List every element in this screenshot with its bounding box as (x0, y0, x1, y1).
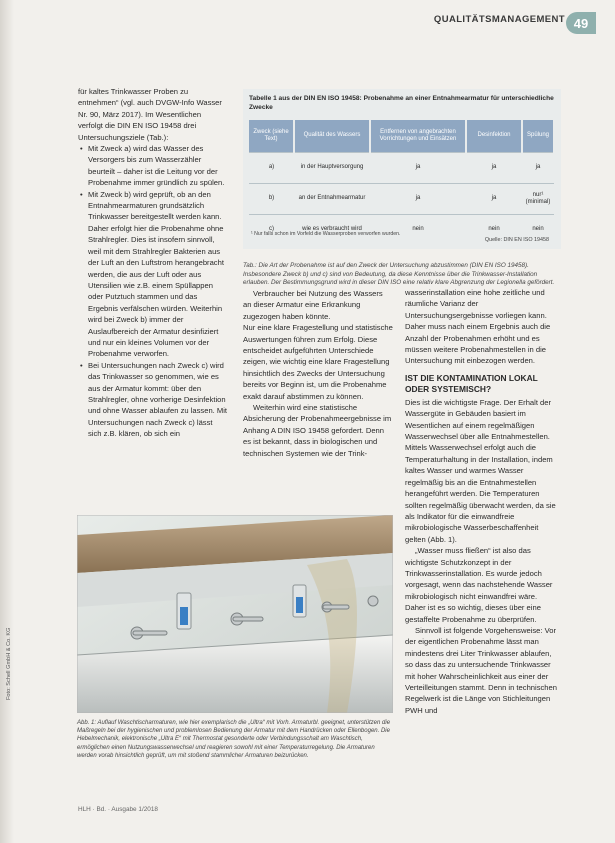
photo-caption: Abb. 1: Auflauf Waschtischarmaturen, wie hier exemplarisch die „Ultra“ mit Vorh. Armaturbl. geeignet, unterstützen die Maßregeln bei der hygienischen und problemlosen Bedienung der Armatur mit dem Handrücken oder Ellenbogen. Die Hebelmechanik, elektronische „Ultra E“ mit Thermostat gesonderte oder Verbindungsschalt am Waschtisch, ermöglichen einen Nutzungswasserwechsel und reagieren sowohl mit einer Temperaturregelung. Die Armaturen werden vorab hinsichtlich geprüft, um mit stoßend stammlicher Armaturen beizurücken. (77, 720, 391, 759)
section-title: QUALITÄTSMANAGEMENT (433, 14, 565, 25)
table-header: Desinfektion (466, 120, 522, 153)
table-cell: wie es verbraucht wird (294, 215, 370, 246)
section-heading: IST DIE KONTAMINATION LOKAL ODER SYSTEMISCH? (405, 372, 538, 394)
paragraph: Nur eine klare Fragestellung und statistische Auswertungen führen zum Erfolg. Diese entscheidet aufgeführten Unterschiede zeigen, wie wichtig eine klare Fragestellung hinsichtlich des Zwecks der Untersuchung bereits vor Beginn ist, um die Probenahme exakt darauf abstimmen zu können. (243, 323, 393, 401)
sampling-table (249, 120, 555, 245)
left-column (78, 86, 228, 440)
table-header-row (249, 120, 554, 153)
table-row (249, 184, 554, 215)
table-cell: ja (370, 153, 466, 184)
table-cell: in der Hauptversorgung (294, 153, 370, 184)
washroom-photo (77, 515, 393, 713)
table-header: Spülung (522, 120, 554, 153)
purpose-list (78, 143, 228, 440)
washroom-illustration (77, 515, 393, 713)
table-cell: ja (522, 153, 554, 184)
left-intro: für kaltes Trinkwasser Proben zu entnehmen“ (vgl. auch DVGW-Info Wasser Nr. 90, März 2017). Im Wesentlichen verfolgt die DIN EN ISO 19458 drei Untersuchungsziele (Tab.): (78, 87, 222, 142)
paragraph: Verbraucher bei Nutzung des Wassers an dieser Armatur eine Erkrankung zugezogen haben könnte. (243, 289, 383, 321)
paragraph: Dies ist die wichtigste Frage. Der Erhalt der Wassergüte in Gebäuden basiert im Wesentlichen auf einem regelmäßigen Wasserwechsel über alle Entnahmestellen. Mittels Wasserwechsel erfolgt auch die Temperaturhaltung in der Installation, indem kaltes Wasser und warmes Wasser regelmäßig bis an die Entnahmestellen herangeführt werden. Die Temperaturen sollten regelmäßig überwacht werden, da sie als Indikator für die einwandfreie mikrobiologische Wasserbeschaffenheit gelten (Abb. 1). (405, 397, 556, 544)
paragraph: Weiterhin wird eine statistische Absicherung der Probenahmeergebnisse im Anhang A DIN ISO 19458 gefordert. Denn es ist bekannt, dass in biologischen und technischen Systemen wie der Trink- (243, 403, 392, 458)
table-header: Qualität des Wassers (294, 120, 370, 153)
table-caption: Tab.: Die Art der Probenahme ist auf den Zweck der Untersuchung abzustimmen (DIN EN ISO 19458). Insbesondere Zweck b) und c) sind von Bedeutung, da diese Kenntnisse über die Trinkwasser-Installation erlauben. Der Bestimmungsgrund wird in dieser DIN ISO eine relativ klare Abgrenzung der Legionella gefördert. (243, 262, 555, 287)
table-header: Zweck (siehe Text) (249, 120, 294, 153)
photo-credit: Foto: Schell GmbH & Co. KG (6, 627, 12, 700)
table-cell: nein (522, 215, 554, 246)
table-cell: nein (370, 215, 466, 246)
table-cell: nein (466, 215, 522, 246)
list-item: • Mit Zweck b) wird geprüft, ob an den Entnahmearmaturen grundsätzlich Trinkwasser bereitgestellt werden kann. Daher erfolgt hier die Probenahme ohne Strahlregler. Dies ist insofern sinnvoll, weil mit dem Strahlregler Bakterien aus der Luft an den Luftstrom herangebracht werden, die aus der Luft oder aus Utensilien wie z.B. einem Spüllappen oder Putztuch stammen und das Ergebnis verfälschen würden. Weiterhin wird bei Zweck b) immer der Auslaufbereich der Armatur desinfiziert und nur ein kleines Volumen vor der Probenahme verworfen. (88, 189, 228, 360)
paragraph: wasserinstallation eine hohe zeitliche und räumliche Varianz der Untersuchungsergebnisse vorliegen kann. Daher muss nach einem Ergebnis auch die Anzahl der Probenahmen erhöht und es müssen weitere Probenahmestellen in die Untersuchung mit einbezogen werden. (405, 288, 551, 366)
table-cell: a) (249, 153, 294, 184)
table-footnote: ¹ Nur falls schon im Vorfeld die Wasserproben verworfen wurden. (251, 231, 401, 237)
table-cell: ja (370, 184, 466, 215)
list-item: • Mit Zweck a) wird das Wasser des Versorgers bis zum Wasserzähler beurteilt – daher ist die Leitung vor der Probenahme immer gründlich zu spülen. (88, 143, 228, 189)
list-item: • Bei Untersuchungen nach Zweck c) wird das Trinkwasser so genommen, wie es aus der Armatur kommt: über den Strahlregler, ohne vorherige Desinfektion und ohne Wasser ablaufen zu lassen. Mit Untersuchungen nach Zweck c) lässt sich z.B. klären, ob sich ein (88, 360, 228, 440)
table-row (249, 153, 554, 184)
table-cell: nur¹ (minimal) (522, 184, 554, 215)
table-box (243, 89, 561, 249)
right-column (405, 287, 557, 716)
table-header: Entfernen von angebrachten Vorrichtungen und Einsätzen (370, 120, 466, 153)
paragraph: Sinnvoll ist folgende Vorgehensweise: Vor der eigentlichen Probenahme lässt man mindestens drei Liter Trinkwasser ablaufen, so dass das zu untersuchende Trinkwasser mit hoher Wahrscheinlichkeit aus einer der Verteilleitungen stammt. Denn in technischen Regelwerk ist die Länge von Stichleitungen PWH und (405, 625, 557, 715)
table-source: Quelle: DIN EN ISO 19458 (484, 237, 549, 243)
table-cell: ja (466, 153, 522, 184)
page-number-badge: 49 (566, 12, 596, 34)
page-footer: HLH · Bd. · Ausgabe 1/2018 (78, 806, 158, 813)
paragraph: „Wasser muss fließen“ ist also das wichtigste Schutzkonzept in der Trinkwasserinstallation. Es wurde jedoch vorgesagt, wenn das nachstehende Wasser mikrobiologisch nicht einwandfrei wäre. Daher ist es so wichtig, dieses über eine gestaffelte Probenahme zu überprüfen. (405, 546, 553, 624)
table-cell: ja (466, 184, 522, 215)
scan-edge (0, 0, 14, 843)
table-cell: an der Entnahmearmatur (294, 184, 370, 215)
table-cell: c) (249, 215, 294, 246)
table-title: Tabelle 1 aus der DIN EN ISO 19458: Probenahme an einer Entnahmearmatur für unterschiedliche Zwecke (249, 95, 554, 111)
table-cell: b) (249, 184, 294, 215)
middle-column (243, 288, 393, 459)
